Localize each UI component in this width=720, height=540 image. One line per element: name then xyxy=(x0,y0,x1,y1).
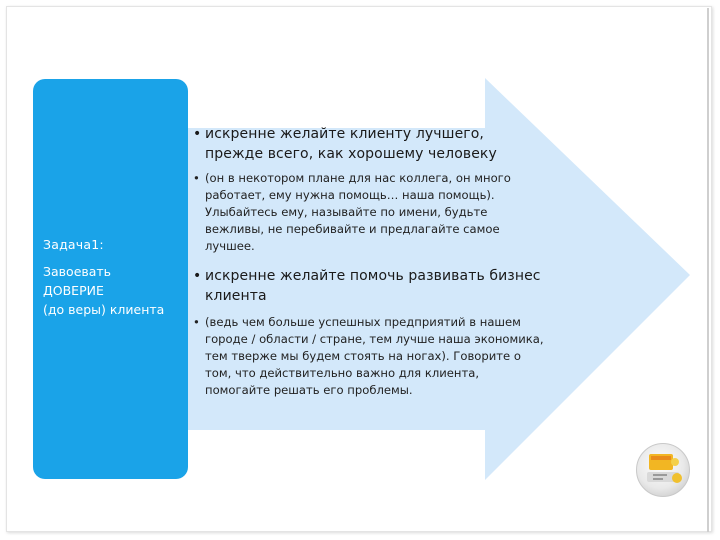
bullet-main-1: • искренне желайте клиенту лучшего, прежде всего, как хорошему человеку xyxy=(193,124,545,164)
task-goal-line1: Завоевать xyxy=(43,264,112,279)
logo-icon xyxy=(636,443,690,497)
task-goal-line2: ДОВЕРИЕ xyxy=(43,283,104,298)
task-label: Задача1: xyxy=(43,237,104,252)
task-goal xyxy=(43,262,183,319)
bullet-list xyxy=(193,124,545,399)
task-panel xyxy=(33,79,188,479)
bullet-sub-2: • (ведь чем больше успешных предприятий в нашем городе / области / стране, тем лучше наша экономика, тем тверже мы будем стоять на ногах). Говорите о том, что действительно важно для клиента, помогайте решать его проблемы. xyxy=(193,314,545,399)
bullet-main-2: • искренне желайте помочь развивать бизнес клиента xyxy=(193,266,545,306)
task-goal-line3: (до веры) клиента xyxy=(43,302,165,317)
bullet-sub-1: • (он в некотором плане для нас коллега, он много работает, ему нужна помощь… наша помощь). Улыбайтесь ему, называйте по имени, будьте вежливы, не перебивайте и предлагайте самое лучшее. xyxy=(193,170,545,255)
